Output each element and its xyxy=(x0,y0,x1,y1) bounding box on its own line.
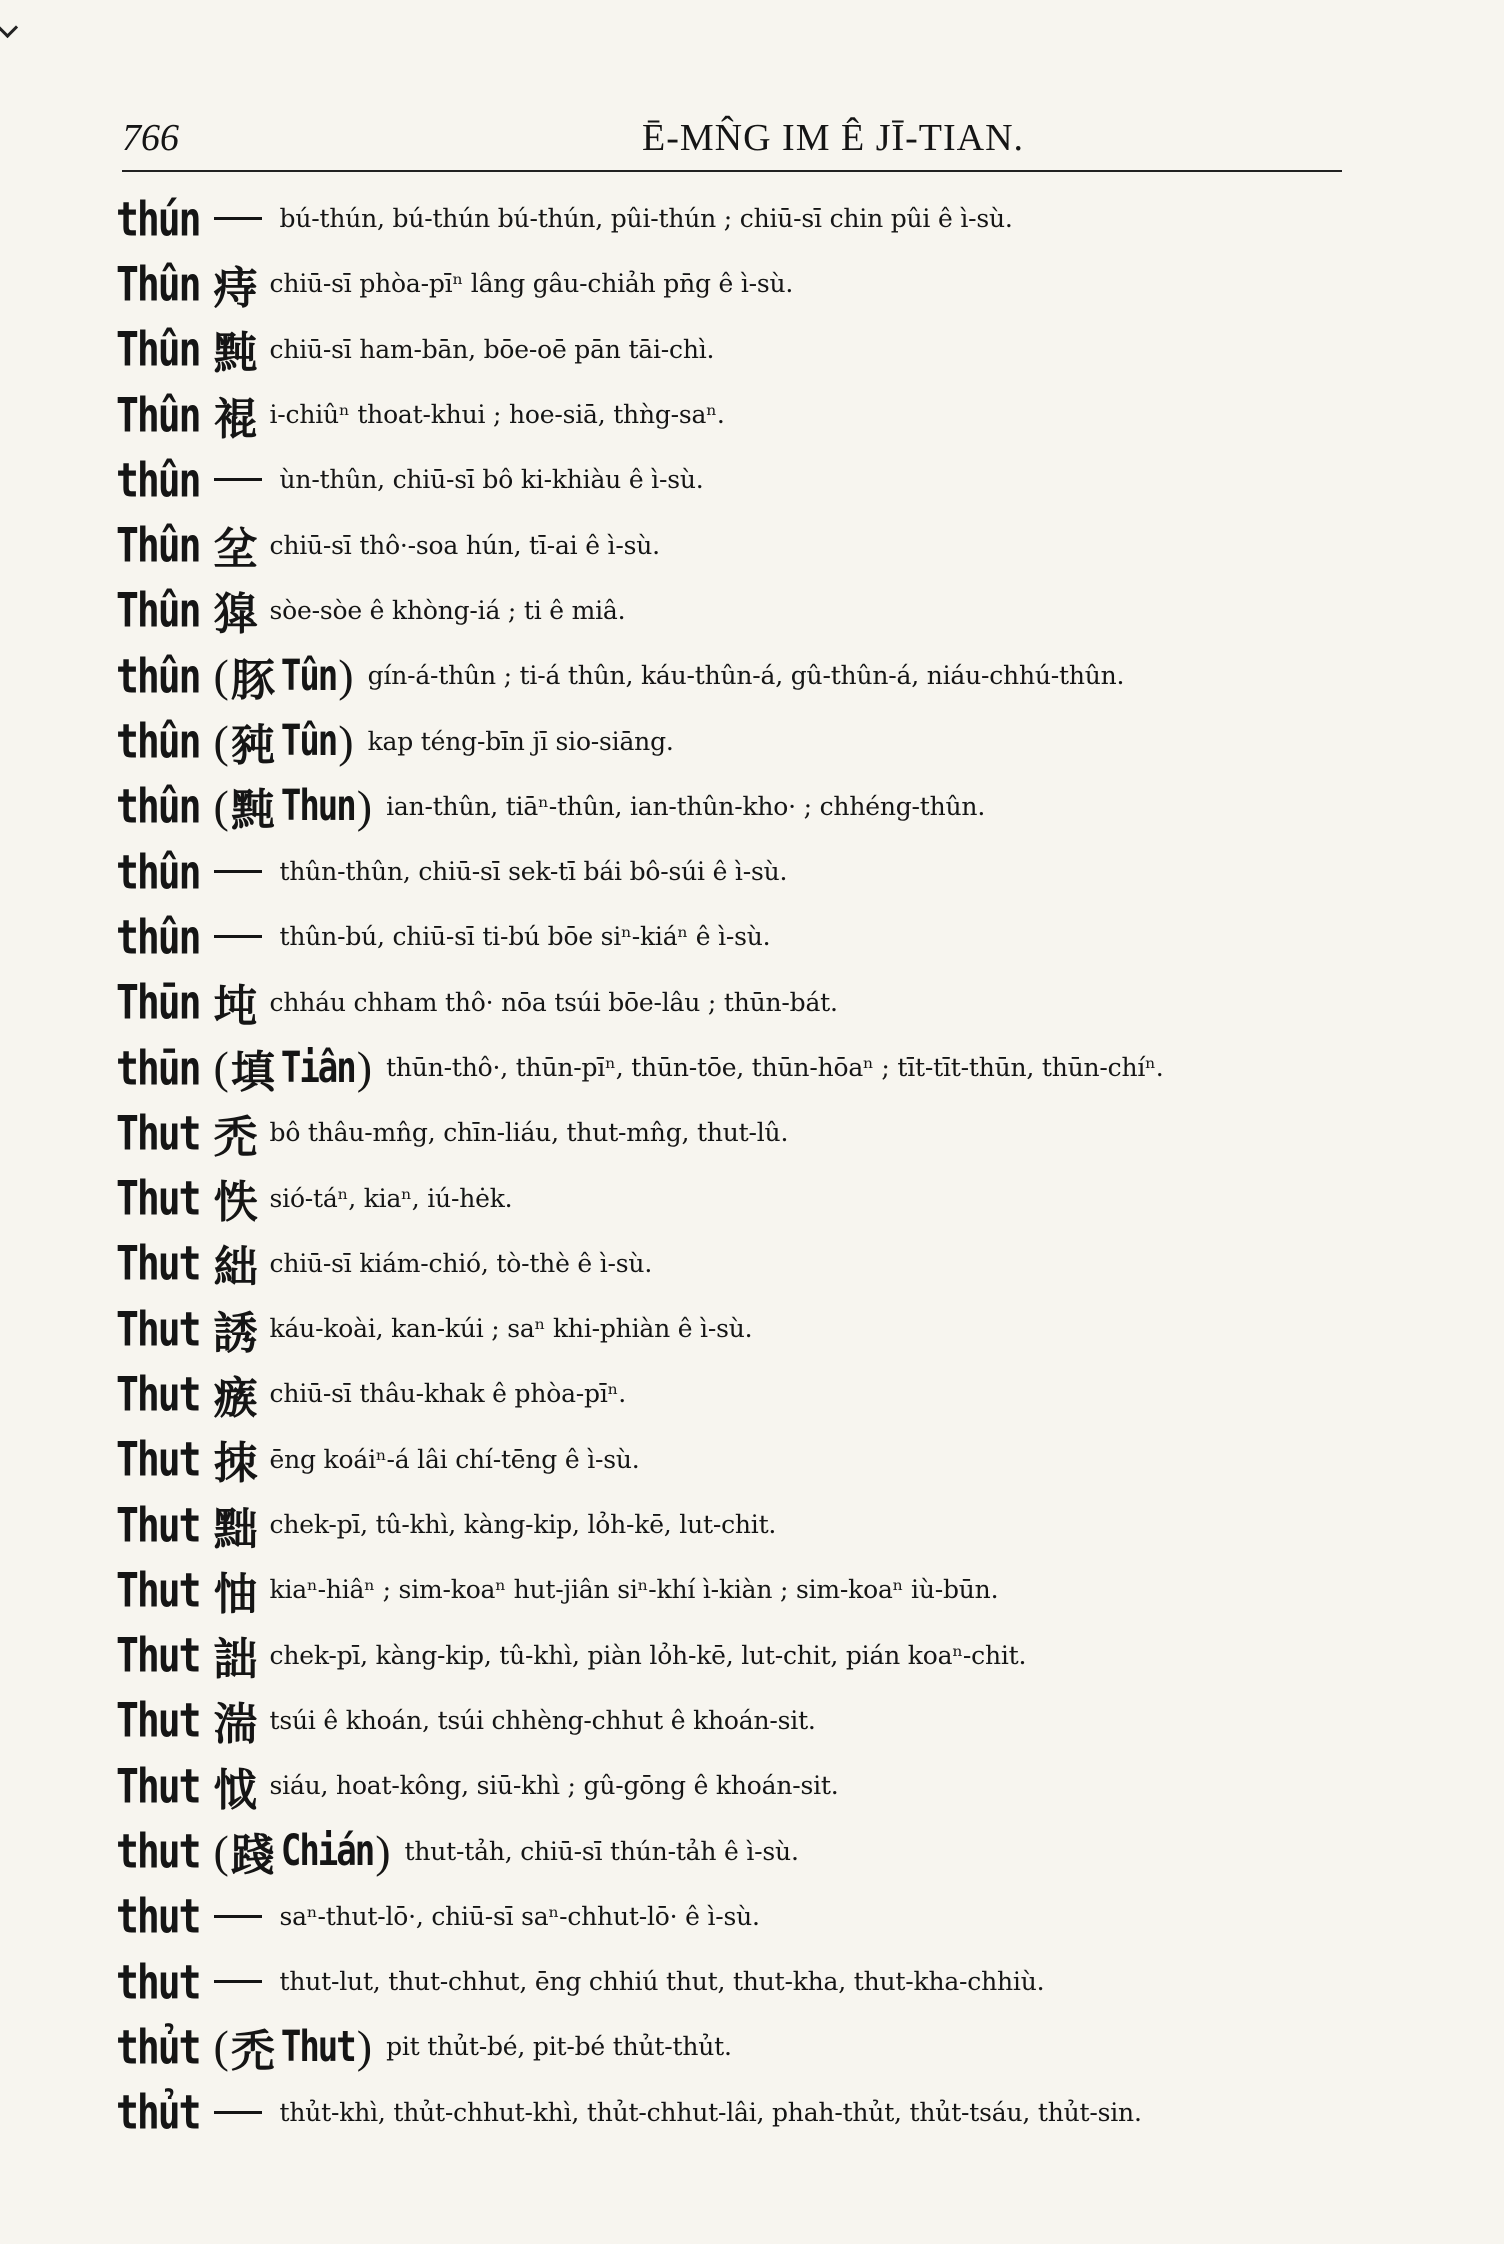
entry-definition: chiū-sī kiám-chió, tò-thè ê ì-sù. xyxy=(269,1248,653,1278)
close-paren: ) xyxy=(356,2021,373,2073)
dictionary-entry xyxy=(116,643,1346,708)
entry-character: 豚 xyxy=(230,654,275,706)
entry-headword: Thut xyxy=(116,1366,200,1422)
entry-definition: thut-tảh, chiū-sī thún-tảh ê ì-sù. xyxy=(404,1836,799,1866)
dictionary-entry xyxy=(116,1231,1346,1296)
dictionary-entry xyxy=(116,317,1346,382)
open-paren: ( xyxy=(213,1825,229,1877)
entry-definition: tsúi ê khoán, tsúi chhèng-chhut ê khoán-sit. xyxy=(269,1705,816,1735)
entry-dash xyxy=(214,2111,262,2114)
entry-definition: chek-pī, tû-khì, kàng-kip, lỏh-kē, lut-chit. xyxy=(269,1510,777,1540)
entry-definition: thûn-bú, chiū-sī ti-bú bōe siⁿ-kiáⁿ ê ì-sù. xyxy=(279,922,771,952)
entry-character: 填 xyxy=(230,1046,275,1098)
entry-character: 踐 xyxy=(230,1830,275,1882)
dictionary-entry xyxy=(116,186,1346,251)
entry-headword: Thûn xyxy=(116,517,200,573)
cross-reference-word: Tûn xyxy=(280,650,337,701)
entry-cross-reference xyxy=(212,709,356,773)
entry-definition: thûn-thûn, chiū-sī sek-tī bái bô-súi ê ì-sù. xyxy=(279,857,788,887)
dictionary-entry xyxy=(116,382,1346,447)
entry-dash xyxy=(214,1915,262,1918)
entry-headword: Thut xyxy=(116,1235,200,1291)
entry-character: 詘 xyxy=(213,1634,258,1686)
entry-character: 豘 xyxy=(230,720,275,772)
entry-headword: Thūn xyxy=(116,974,200,1030)
entry-headword: thut xyxy=(116,1888,200,1944)
close-paren: ) xyxy=(356,780,373,832)
entry-definition: saⁿ-thut-lō·, chiū-sī saⁿ-chhut-lō· ê ì-sù. xyxy=(279,1901,760,1931)
entry-definition: kap téng-bīn jī sio-siāng. xyxy=(367,726,674,756)
entry-definition: ian-thûn, tiāⁿ-thûn, ian-thûn-kho· ; chhéng-thûn. xyxy=(386,791,986,821)
entry-headword: Thut xyxy=(116,1758,200,1814)
entry-definition: kiaⁿ-hiâⁿ ; sim-koaⁿ hut-jiân siⁿ-khí ì-kiàn ; sim-koaⁿ iù-būn. xyxy=(269,1575,999,1605)
dictionary-entry xyxy=(116,904,1346,969)
entry-character: 怴 xyxy=(213,1764,258,1816)
dictionary-entry xyxy=(116,578,1346,643)
dictionary-entry xyxy=(116,1949,1346,2014)
entry-definition: chiū-sī ham-bān, bōe-oē pān tāi-chì. xyxy=(269,334,715,364)
running-title: Ē-MN̂G IM Ê JĪ-TIAN. xyxy=(642,117,1025,159)
entry-dash xyxy=(214,935,262,938)
corner-mark xyxy=(0,17,18,38)
entry-definition: thut-lut, thut-chhut, ēng chhiú thut, thut-kha, thut-kha-chhiù. xyxy=(279,1967,1045,1997)
entry-character: 禿 xyxy=(230,2025,275,2077)
entry-headword: Thut xyxy=(116,1562,200,1618)
entry-headword: Thut xyxy=(116,1105,200,1161)
entry-definition: siáu, hoat-kông, siū-khì ; gû-gōng ê khoán-sit. xyxy=(269,1771,839,1801)
page-number: 766 xyxy=(122,117,179,159)
entry-headword: thūn xyxy=(116,1040,200,1095)
dictionary-entry xyxy=(116,1100,1346,1165)
entry-cross-reference xyxy=(212,774,375,838)
entry-character: 絀 xyxy=(213,1242,258,1294)
dictionary-entry xyxy=(116,774,1346,839)
entry-headword: thûn xyxy=(116,452,200,508)
entry-character: 坉 xyxy=(213,981,258,1033)
entry-headword: Thut xyxy=(116,1497,200,1553)
entry-definition: chiū-sī thô·-soa hún, tī-ai ê ì-sù. xyxy=(269,530,660,560)
entry-character: 黗 xyxy=(230,785,275,837)
entry-cross-reference xyxy=(212,1819,393,1883)
entry-dash xyxy=(214,870,262,873)
cross-reference-word: Tiân xyxy=(280,1042,355,1093)
entry-cross-reference xyxy=(212,1036,375,1100)
entry-definition: chiū-sī thâu-khak ê phòa-pīⁿ. xyxy=(269,1379,626,1409)
close-paren: ) xyxy=(338,650,354,702)
close-paren: ) xyxy=(356,1042,373,1093)
entry-headword: thûn xyxy=(116,909,200,965)
dictionary-entry xyxy=(116,1361,1346,1426)
entry-headword: thủt xyxy=(116,2019,200,2075)
dictionary-entry xyxy=(116,1818,1346,1883)
entry-character: 黗 xyxy=(213,328,258,380)
entry-headword: thûn xyxy=(116,713,200,769)
entry-headword: Thut xyxy=(116,1301,200,1357)
entry-definition: chiū-sī phòa-pīⁿ lâng gâu-chiảh pn̄g ê ì-sù. xyxy=(269,269,794,299)
cross-reference-word: Thun xyxy=(280,781,355,832)
dictionary-entry xyxy=(116,2014,1346,2079)
cross-reference-word: Tûn xyxy=(280,716,337,767)
open-paren: ( xyxy=(213,715,229,767)
cross-reference-word: Thut xyxy=(280,2021,355,2072)
entry-headword: thún xyxy=(116,191,200,247)
open-paren: ( xyxy=(213,780,229,832)
entry-definition: thủt-khì, thủt-chhut-khì, thủt-chhut-lâi, phah-thủt, thủt-tsáu, thủt-sin. xyxy=(279,2097,1142,2127)
entry-character: 怢 xyxy=(213,1177,258,1229)
entry-headword: Thut xyxy=(116,1170,200,1226)
dictionary-entry xyxy=(116,2080,1346,2145)
open-paren: ( xyxy=(213,1042,229,1093)
entry-headword: thûn xyxy=(116,648,200,704)
dictionary-entry xyxy=(116,1035,1346,1100)
entry-definition: sòe-sòe ê khòng-iá ; ti ê miâ. xyxy=(269,595,626,625)
entry-character: 裩 xyxy=(213,393,258,445)
entry-definition: gín-á-thûn ; ti-á thûn, káu-thûn-á, gû-thûn-á, niáu-chhú-thûn. xyxy=(367,661,1125,691)
entry-headword: thûn xyxy=(116,844,200,900)
dictionary-entry xyxy=(116,1557,1346,1622)
entry-definition: bú-thún, bú-thún bú-thún, pûi-thún ; chiū-sī chin pûi ê ì-sù. xyxy=(279,204,1013,234)
cross-reference-word: Chián xyxy=(280,1826,374,1877)
dictionary-entry xyxy=(116,1296,1346,1361)
dictionary-entry xyxy=(116,1884,1346,1949)
dictionary-entry xyxy=(116,970,1346,1035)
entry-character: 痔 xyxy=(213,262,258,314)
entry-definition: chháu chham thô· nōa tsúi bōe-lâu ; thūn-bát. xyxy=(269,987,838,1017)
dictionary-entry xyxy=(116,1427,1346,1492)
dictionary-entry xyxy=(116,1165,1346,1230)
entry-character: 瘯 xyxy=(213,1372,258,1424)
entry-dash xyxy=(214,1980,262,1983)
entry-headword: thut xyxy=(116,1823,200,1879)
entry-definition: thūn-thô·, thūn-pīⁿ, thūn-tōe, thūn-hōaⁿ ; tīt-tīt-thūn, thūn-chíⁿ. xyxy=(386,1053,1164,1082)
dictionary-entry xyxy=(116,447,1346,512)
entry-headword: Thûn xyxy=(116,256,200,312)
entry-definition: chek-pī, kàng-kip, tû-khì, piàn lỏh-kē, lut-chit, pián koaⁿ-chit. xyxy=(269,1640,1027,1670)
entry-character: 坌 xyxy=(213,524,258,576)
entry-headword: Thut xyxy=(116,1431,200,1487)
dictionary-entry xyxy=(116,839,1346,904)
entry-definition: pit thủt-bé, pit-bé thủt-thủt. xyxy=(386,2032,732,2062)
entry-character: 誘 xyxy=(213,1307,258,1359)
entry-definition: ùn-thûn, chiū-sī bô ki-khiàu ê ì-sù. xyxy=(279,465,704,495)
dictionary-entry xyxy=(116,1623,1346,1688)
open-paren: ( xyxy=(213,650,229,702)
close-paren: ) xyxy=(375,1825,391,1877)
entry-headword: thûn xyxy=(116,778,200,834)
entry-headword: thủt xyxy=(116,2084,200,2140)
dictionary-entry xyxy=(116,1688,1346,1753)
dictionary-entry xyxy=(116,1753,1346,1818)
entry-character: 拺 xyxy=(213,1438,258,1490)
entry-definition: i-chiûⁿ thoat-khui ; hoe-siā, thǹg-saⁿ. xyxy=(269,400,725,430)
dictionary-entry xyxy=(116,1492,1346,1557)
header-rule xyxy=(122,170,1342,172)
dictionary-entry xyxy=(116,512,1346,577)
entry-cross-reference xyxy=(212,2015,375,2079)
entry-headword: Thûn xyxy=(116,387,200,443)
dictionary-entry xyxy=(116,708,1346,773)
entry-definition: sió-táⁿ, kiaⁿ, iú-hėk. xyxy=(269,1183,513,1213)
entry-headword: Thûn xyxy=(116,321,200,377)
entry-headword: thut xyxy=(116,1954,200,2010)
entry-definition: ēng koáiⁿ-á lâi chí-tēng ê ì-sù. xyxy=(269,1444,640,1474)
entry-dash xyxy=(214,478,262,481)
entry-headword: Thut xyxy=(116,1627,200,1683)
dictionary-entry xyxy=(116,251,1346,316)
entry-definition: káu-koài, kan-kúi ; saⁿ khi-phiàn ê ì-sù. xyxy=(269,1314,753,1344)
entry-definition: bô thâu-mn̂g, chīn-liáu, thut-mn̂g, thut-lû. xyxy=(269,1118,789,1148)
entry-character: 黜 xyxy=(213,1503,258,1555)
entry-character: 怞 xyxy=(213,1568,258,1620)
open-paren: ( xyxy=(213,2021,229,2073)
entry-character: 禿 xyxy=(213,1111,258,1163)
entry-headword: Thûn xyxy=(116,582,200,638)
entry-cross-reference xyxy=(212,644,356,708)
page-header xyxy=(122,108,1342,168)
entry-character: 獔 xyxy=(213,589,258,641)
entry-dash xyxy=(214,217,262,220)
entry-character: 湍 xyxy=(213,1699,258,1751)
close-paren: ) xyxy=(338,715,354,767)
entry-headword: Thut xyxy=(116,1692,200,1748)
entry-list xyxy=(116,186,1346,2145)
